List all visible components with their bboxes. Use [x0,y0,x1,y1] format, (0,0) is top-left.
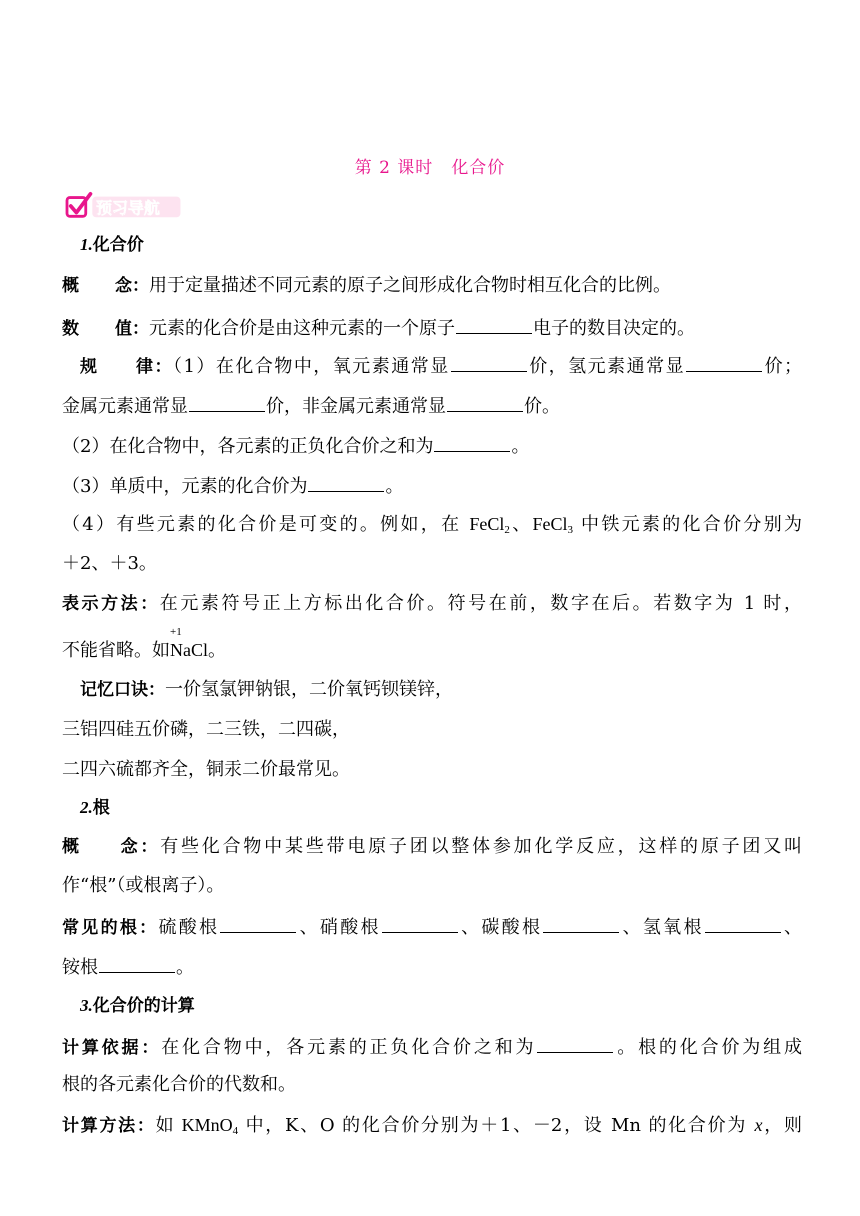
s1-representation: 表示方法：在元素符号正上方标出化合价。符号在前，数字在后。若数字为 1 时， [62,593,802,614]
s3-method: 计算方法：如 KMnO$_4$ 中，K、O 的化合价分别为＋1、－2，设 Mn 的化合价为 x，则 [62,1115,803,1137]
s2-common-radicals: 常见的根：硫酸根 、硝酸根 、碳酸根 、氢氧根 、 [62,914,802,940]
blank-field [705,914,781,933]
s3-basis: 计算依据：在化合物中，各元素的正负化合价之和为 。根的化合价为组成 [62,1034,802,1060]
s1-value: 数 值：元素的化合价是由这种元素的一个原子 电子的数目决定的。 [62,315,802,341]
badge-text: 预习导航 [96,198,160,218]
page-title [0,153,860,178]
s1-rule-4-cont: ＋2、＋3。 [62,553,157,574]
s1-rule-2: （2）在化合物中，各元素的正负化合价之和为 。 [62,433,802,459]
s1-concept: 概 念：用于定量描述不同元素的原子之间形成化合物时相互化合的比例。 [62,275,671,296]
s2-concept: 概 念：有些化合物中某些带电原子团以整体参加化学反应，这样的原子团又叫 [62,836,803,857]
section-3-heading: 3.化合价的计算 [80,996,195,1016]
s1-mnemonic-2: 三铝四硅五价磷，二三铁，二四碳， [62,719,350,740]
blank-field [308,473,384,492]
section-1-heading: 1.化合价 [80,235,144,255]
s2-concept-cont: 作“根”（或根离子）。 [62,875,225,896]
valence-formula: +1 NaCl [170,626,208,660]
blank-field [447,393,523,412]
s1-rule-1-cont: 金属元素通常显 价，非金属元素通常显 价。 [62,393,802,419]
section-2-heading: 2.根 [80,798,110,818]
s1-mnemonic-1: 记忆口诀：一价氢氯钾钠银，二价氧钙钡镁锌， [80,679,453,700]
blank-field [434,433,510,452]
blank-field [537,1034,613,1053]
lesson-topic: 化合价 [451,158,506,178]
lesson-number: 第 2 课时 [354,158,434,178]
s2-common-radicals-cont: 铵根 。 [62,954,802,980]
blank-field [451,353,527,372]
blank-field [189,393,265,412]
s1-rule-4: （4）有些元素的化合价是可变的。例如，在 FeCl$_2$、FeCl$_3$ 中铁元素的化合价分别为 [62,514,802,536]
s1-rule-3: （3）单质中，元素的化合价为 。 [62,473,802,499]
blank-field [456,315,532,334]
blank-field [220,914,296,933]
s1-rule-1: 规 律：（1）在化合物中，氧元素通常显 价，氢元素通常显 价； [80,353,802,379]
blank-field [543,914,619,933]
blank-field [99,954,175,973]
s3-basis-cont: 根的各元素化合价的代数和。 [62,1074,296,1095]
blank-field [686,353,762,372]
s1-representation-cont: 不能省略。如 +1 NaCl。 [62,626,226,661]
s1-mnemonic-3: 二四六硫都齐全，铜汞二价最常见。 [62,759,350,780]
blank-field [382,914,458,933]
preview-guide-badge [62,191,192,221]
